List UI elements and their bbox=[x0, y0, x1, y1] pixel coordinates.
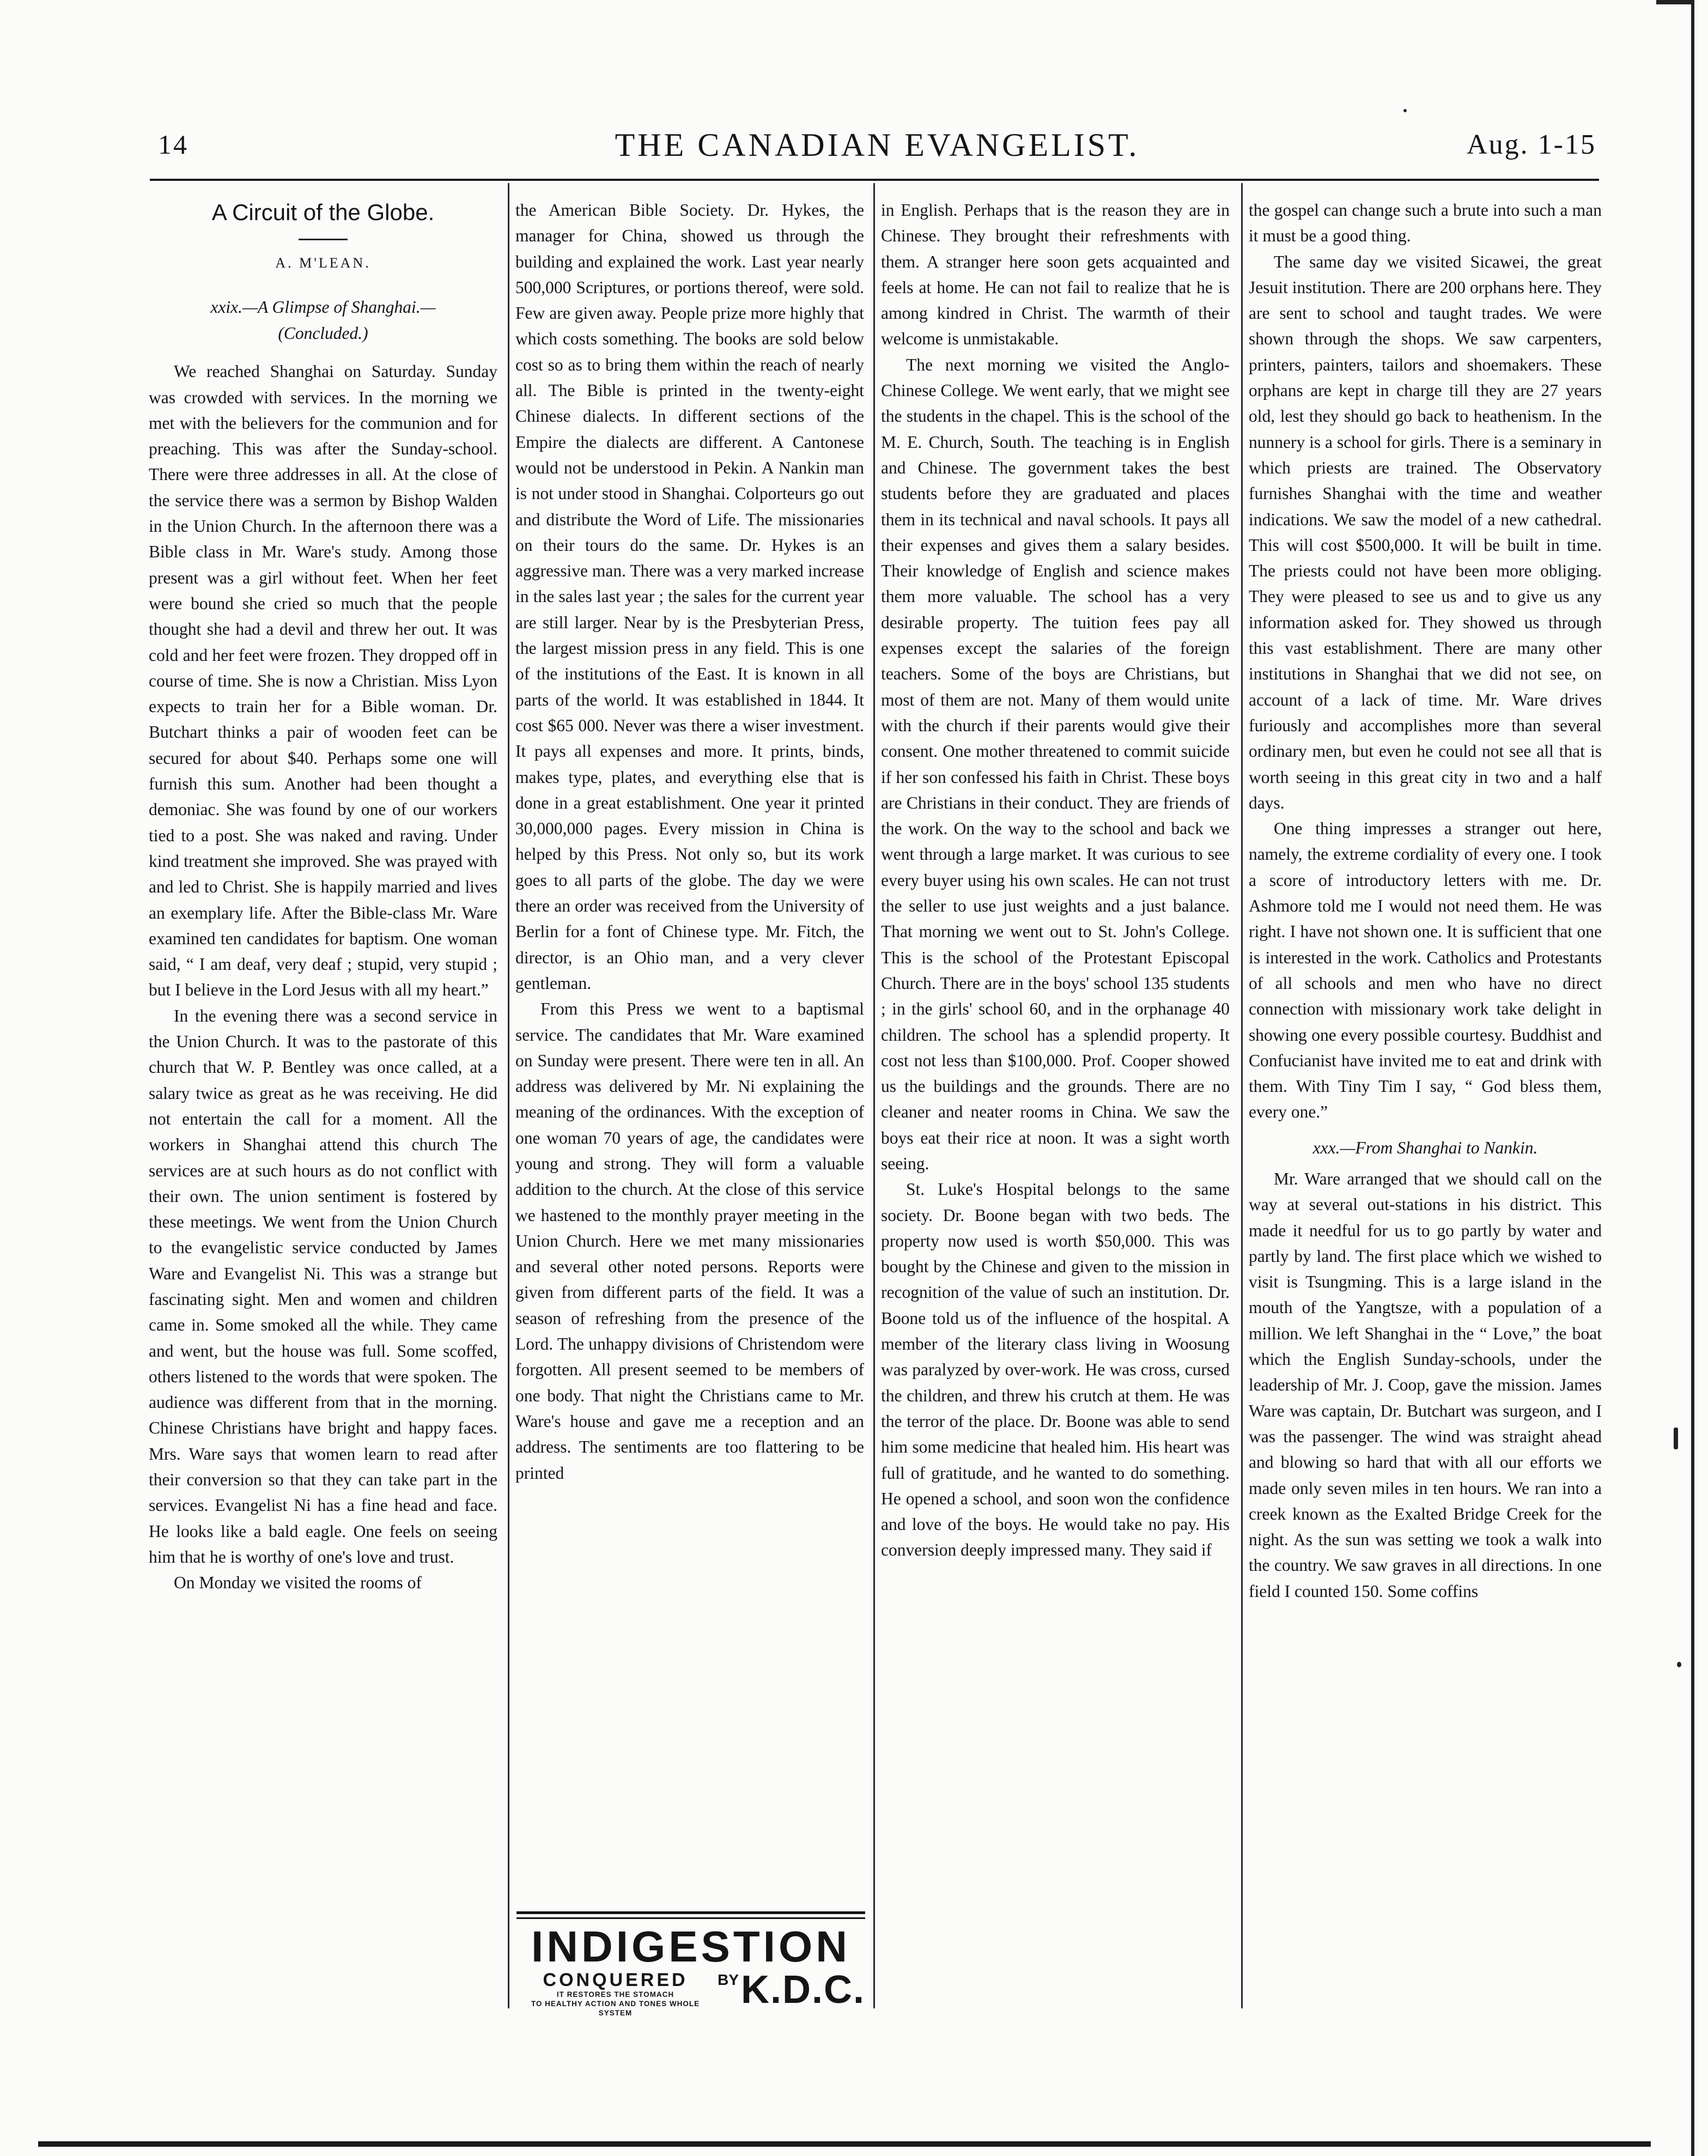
page-header bbox=[158, 129, 1596, 172]
paragraph: the American Bible Society. Dr. Hykes, the manager for China, showed us through the building and explained the work. Last year nearly 500,000 Scriptures, or portions thereof, were sold. Few are given away. People prize more highly that which costs something. The books are sold below cost so as to bring them within the reach of nearly all. The Bible is printed in the twenty-eight Chinese dialects. In different sections of the Empire the dialects are different. A Cantonese would not be understood in Pekin. A Nankin man is not under stood in Shanghai. Colporteurs go out and distribute the Word of Life. The missionaries on their tours do the same. Dr. Hykes is an aggressive man. There was a very marked increase in the sales last year ; the sales for the current year are still larger. Near by is the Presbyterian Press, the largest mission press in any field. This is one of the institutions of the East. It is known in all parts of the world. It was established in 1844. It cost $65 000. Never was there a wiser investment. It pays all expenses and more. It prints, binds, makes type, plates, and everything else that is done in a great establishment. One year it printed 30,000,000 pages. Every mission in China is helped by this Press. Not only so, but its work goes to all parts of the globe. The day we were there an order was received from the University of Berlin for a font of Chinese type. Mr. Fitch, the director, is an Ohio man, and a very clever gentleman. bbox=[515, 201, 864, 993]
ad-brand: K.D.C. bbox=[741, 1968, 865, 2012]
print-speck bbox=[1677, 1662, 1681, 1667]
page-number: 14 bbox=[158, 129, 189, 160]
paragraph: in English. Perhaps that is the reason they are in Chinese. They brought their refreshments with them. A stranger here soon gets acquainted and feels at home. He can not fail to realize that he is among kindred in Christ. The warmth of their welcome is unmistakable. bbox=[881, 201, 1230, 349]
paragraph: We reached Shanghai on Saturday. Sunday was crowded with services. In the morning we met with the believers for the communion and for preaching. This was after the Sunday-school. There were three addresses in all. At the close of the service there was a sermon by Bishop Walden in the Union Church. In the afternoon there was a Bible class in Mr. Ware's study. Among those present was a girl without feet. When her feet were bound she cried so much that the people thought she had a devil and threw her out. It was cold and her feet were frozen. They dropped off in course of time. She is now a Christian. Miss Lyon expects to train her for a Bible woman. Dr. Butchart thinks a pair of wooden feet can be secured for about $40. Perhaps some one will furnish this sum. Another had been thought a demoniac. She was found by one of our workers tied to a post. She was naked and raving. Under kind treatment she improved. She was prayed with and led to Christ. She is happily married and lives an exemplary life. After the Bible-class Mr. Ware examined ten candidates for baptism. One woman said, “ I am deaf, very deaf ; stupid, very stupid ; but I believe in the Lord Jesus with all my heart.” bbox=[149, 362, 497, 1000]
section-heading-2: xxx.—From Shanghai to Nankin. bbox=[1312, 1138, 1538, 1157]
column-divider bbox=[873, 183, 875, 2008]
section-heading-line-1: xxix.—A Glimpse of Shanghai.— bbox=[210, 297, 436, 317]
text-column-1 bbox=[149, 197, 497, 2028]
text-column-3 bbox=[881, 197, 1230, 2028]
paragraph: From this Press we went to a baptismal service. The candidates that Mr. Ware examined on Sunday were present. There were ten in all. An address was delivered by Mr. Ni explaining the meaning of the ordinances. With the exception of one woman 70 years of age, the candidates were young and strong. They will form a valuable addition to the church. At the close of this service we hastened to the monthly prayer meeting in the Union Church. Here we met many missionaries and several other noted persons. Reports were given from different parts of the field. It was a season of refreshing from the presence of the Lord. The unhappy divisions of Christendom were forgotten. All present seemed to be members of one body. That night the Christians came to Mr. Ware's house and gave me a reception and an address. The sentiments are too flattering to be printed bbox=[515, 999, 864, 1483]
ad-tagline-1: IT RESTORES THE STOMACH bbox=[556, 1990, 674, 1999]
ad-conquered: CONQUERED bbox=[543, 1970, 688, 1990]
ad-body bbox=[516, 1970, 865, 2018]
paragraph: On Monday we visited the rooms of bbox=[174, 1573, 422, 1593]
print-speck bbox=[1403, 109, 1407, 112]
paragraph: Mr. Ware arranged that we should call on the way at several out-stations in his district. This made it needful for us to go partly by water and partly by land. The first place which we wished to visit is Tsungming. This is a large island in the mouth of the Yangtsze, with a population of a million. We left Shanghai in the “ Love,” the boat which the English Sunday-schools, under the leadership of Mr. J. Coop, gave the mission. James Ware was captain, Dr. Butchart was surgeon, and I was the passenger. The wind was straight ahead and blowing so hard that with all our efforts we made only seven miles in ten hours. We ran into a creek known as the Exalted Bridge Creek for the night. As the sun was setting we took a walk into the country. We saw graves in all directions. In one field I counted 150. Some coffins bbox=[1249, 1169, 1602, 1601]
right-page-border bbox=[1691, 0, 1694, 2156]
issue-date: Aug. 1-15 bbox=[1467, 129, 1596, 160]
paragraph: St. Luke's Hospital belongs to the same society. Dr. Boone began with two beds. The property now used is worth $50,000. This was bought by the Chinese and given to the mission in recognition of the value of such an institution. Dr. Boone told us of the influence of the hospital. A member of the literary class living in Woosung was paralyzed by over-work. He was cross, cursed the children, and threw his crutch at them. He was the terror of the place. Dr. Boone was able to send him some medicine that healed him. His heart was full of gratitude, and he wanted to do something. He opened a school, and soon won the confidence and love of the boys. He would take no pay. His conversion deeply impressed many. They said if bbox=[881, 1180, 1230, 1560]
text-column-4 bbox=[1249, 197, 1602, 2028]
author-byline: A. M'LEAN. bbox=[275, 255, 371, 271]
publication-title: THE CANADIAN EVANGELIST. bbox=[615, 127, 1140, 163]
ad-headline: INDIGESTION bbox=[531, 1922, 851, 1971]
section-heading bbox=[149, 294, 497, 347]
advertisement bbox=[516, 1911, 865, 2029]
ad-top-rule bbox=[516, 1911, 865, 1914]
top-right-border bbox=[1656, 0, 1694, 4]
ad-by: BY bbox=[718, 1971, 739, 1988]
ad-tagline-2: TO HEALTHY ACTION AND TONES WHOLE SYSTEM bbox=[531, 2000, 700, 2017]
paragraph: One thing impresses a stranger out here, namely, the extreme cordiality of every one. I took a score of introductory letters with me. Dr. Ashmore told me I would not need them. He was right. I have not shown one. It is sufficient that one is interested in the work. Catholics and Protestants of all schools and men who have no direct connection with missionary work take delight in showing one every possible courtesy. Buddhist and Confucianist have invited me to eat and drink with them. With Tiny Tim I say, “ God bless them, every one.” bbox=[1249, 819, 1602, 1122]
column-divider bbox=[508, 183, 509, 2008]
header-rule bbox=[150, 179, 1599, 181]
ad-rule bbox=[516, 1917, 865, 1919]
paragraph: The same day we visited Sicawei, the great Jesuit institution. There are 200 orphans here. They are sent to school and taught trades. We were shown through the shops. We saw carpenters, printers, painters, tailors and shoemakers. These orphans are kept in charge till they are 27 years old, lest they should go back to heathenism. In the nunnery is a school for girls. There is a seminary in which priests are trained. The Observatory furnishes Shanghai with the time and weather indications. We saw the model of a new cathedral. This will cost $500,000. It will be built in time. The priests could not have been more obliging. They were pleased to see us and to give us any information asked for. They showed us through this vast establishment. There are many other institutions in Shanghai that we did not see, on account of a lack of time. Mr. Ware drives furiously and accomplishes more than several ordinary men, but even he could not see all that is worth seeing in this great city in two and a half days. bbox=[1249, 252, 1602, 812]
section-heading-line-2: (Concluded.) bbox=[278, 324, 368, 343]
title-rule bbox=[299, 239, 348, 240]
article-title: A Circuit of the Globe. bbox=[211, 199, 435, 225]
text-column-2 bbox=[515, 197, 864, 1908]
column-divider bbox=[1241, 183, 1243, 2008]
paragraph: The next morning we visited the Anglo-Chinese College. We went early, that we might see the students in the chapel. This is the school of the M. E. Church, South. The teaching is in English and Chinese. The government takes the best students before they are graduated and places them in its technical and naval schools. It pays all their expenses and gives them a salary besides. Their knowledge of English and science makes them more valuable. The school has a very desirable property. The tuition fees pay all expenses except the salaries of the foreign teachers. Some of the boys are Christians, but most of them are not. Many of them would unite with the church if their parents would give their consent. One mother threatened to commit suicide if her son confessed his faith in Christ. These boys are Christians in their conduct. They are friends of the work. On the way to the school and back we went through a large market. It was curious to see every buyer using his own scales. He can not trust the seller to use just weights and a just balance. That morning we went out to St. John's College. This is the school of the Protestant Episcopal Church. There are in the boys' school 135 students ; in the girls' school 60, and in the orphanage 40 children. The school has a splendid property. It cost not less than $100,000. Prof. Cooper showed us the buildings and the grounds. There are no cleaner and neater rooms in China. We saw the boys eat their rice at noon. It was a sight worth seeing. bbox=[881, 355, 1230, 1173]
paragraph: the gospel can change such a brute into such a man it must be a good thing. bbox=[1249, 201, 1602, 246]
print-speck bbox=[1674, 1428, 1678, 1449]
ad-left-block bbox=[516, 1970, 714, 2018]
bottom-page-border bbox=[38, 2141, 1651, 2147]
paragraph: In the evening there was a second service in the Union Church. It was to the pastorate of this church that W. P. Bentley was once called, at a salary twice as great as he was receiving. He did not entertain the call for a moment. All the workers in Shanghai attend this church The services are at such hours as do not conflict with their own. The union sentiment is fostered by these meetings. We went from the Union Church to the evangelistic service conducted by James Ware and Evangelist Ni. This was a strange but fascinating sight. Men and women and children came in. Some smoked all the while. They came and went, but the house was full. Some scoffed, others listened to the words that were spoken. The audience was different from that in the morning. Chinese Christians have bright and happy faces. Mrs. Ware says that women learn to read after their conversion so that they can take part in the services. Evangelist Ni has a fine head and face. He looks like a bald eagle. One feels on seeing him that he is worthy of one's love and trust. bbox=[149, 1006, 497, 1566]
